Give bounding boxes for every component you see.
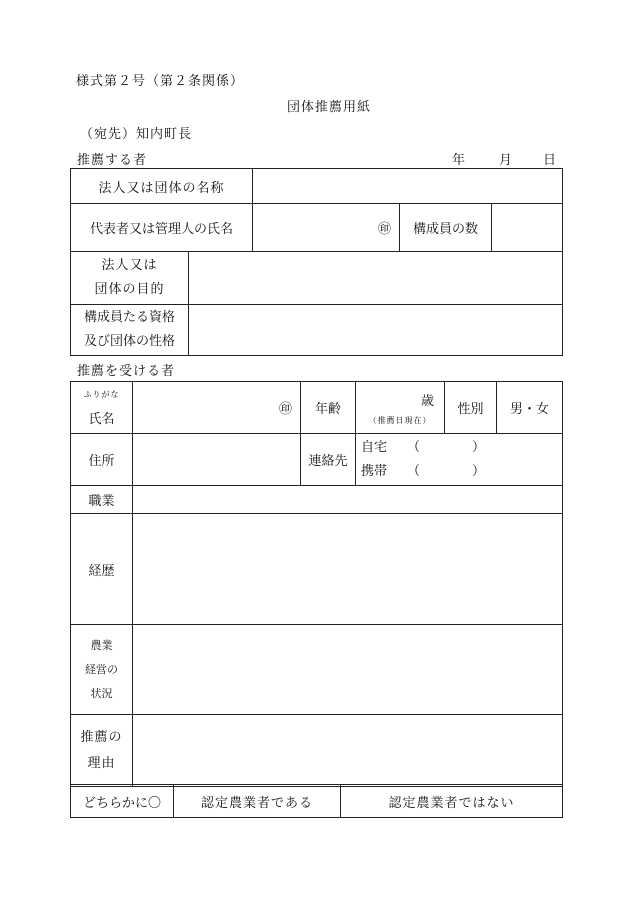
- purpose-label: 法人又は 団体の目的: [71, 252, 189, 305]
- date-year: 年: [452, 153, 466, 168]
- sex-label: 性別: [445, 382, 497, 434]
- occupation-label: 職業: [71, 486, 133, 514]
- organization-table: [70, 168, 563, 356]
- org-name-field[interactable]: [253, 169, 563, 204]
- date-month: 月: [499, 153, 513, 168]
- history-label: 経歴: [71, 514, 133, 625]
- certified-farmer-choice: [70, 784, 563, 818]
- occupation-field[interactable]: [133, 486, 563, 514]
- date-day: 日: [543, 153, 557, 168]
- recommended-heading: 推薦を受ける者: [77, 364, 176, 379]
- members-count-field[interactable]: [492, 204, 563, 252]
- form-number: 様式第２号（第２条関係）: [76, 74, 245, 89]
- address-label: 住所: [71, 434, 133, 486]
- person-table: [70, 381, 563, 787]
- purpose-field[interactable]: [189, 252, 563, 305]
- members-count-label: 構成員の数: [400, 204, 492, 252]
- choice-option-not-certified[interactable]: 認定農業者ではない: [341, 785, 563, 818]
- seal-mark: ㊞: [378, 222, 392, 237]
- name-label: ふりがな 氏名: [71, 382, 133, 434]
- org-name-label: 法人又は団体の名称: [71, 169, 253, 204]
- qualification-field[interactable]: [189, 305, 563, 356]
- address-field[interactable]: [133, 434, 301, 486]
- age-label: 年齢: [301, 382, 356, 434]
- history-field[interactable]: [133, 514, 563, 625]
- seal-mark: ㊞: [278, 402, 292, 417]
- choice-label: どちらかに〇: [71, 785, 174, 818]
- farm-status-label: 農業 経営の 状況: [71, 625, 133, 715]
- name-field[interactable]: [133, 382, 301, 434]
- qualification-label: 構成員たる資格 及び団体の性格: [71, 305, 189, 356]
- reason-field[interactable]: [133, 715, 563, 787]
- choice-option-certified[interactable]: 認定農業者である: [174, 785, 341, 818]
- contact-field[interactable]: 自宅 （ ） 携帯 （ ）: [356, 434, 563, 486]
- reason-label: 推薦の 理由: [71, 715, 133, 787]
- addressee: （宛先）知内町長: [80, 127, 193, 142]
- age-field[interactable]: 歳 （推薦日現在）: [356, 382, 445, 434]
- farm-status-field[interactable]: [133, 625, 563, 715]
- recommender-heading: 推薦する者: [77, 153, 148, 168]
- form-title: 団体推薦用紙: [287, 100, 372, 115]
- contact-label: 連絡先: [301, 434, 356, 486]
- sex-field[interactable]: 男・女: [497, 382, 563, 434]
- representative-label: 代表者又は管理人の氏名: [71, 204, 253, 252]
- representative-field[interactable]: [253, 204, 400, 252]
